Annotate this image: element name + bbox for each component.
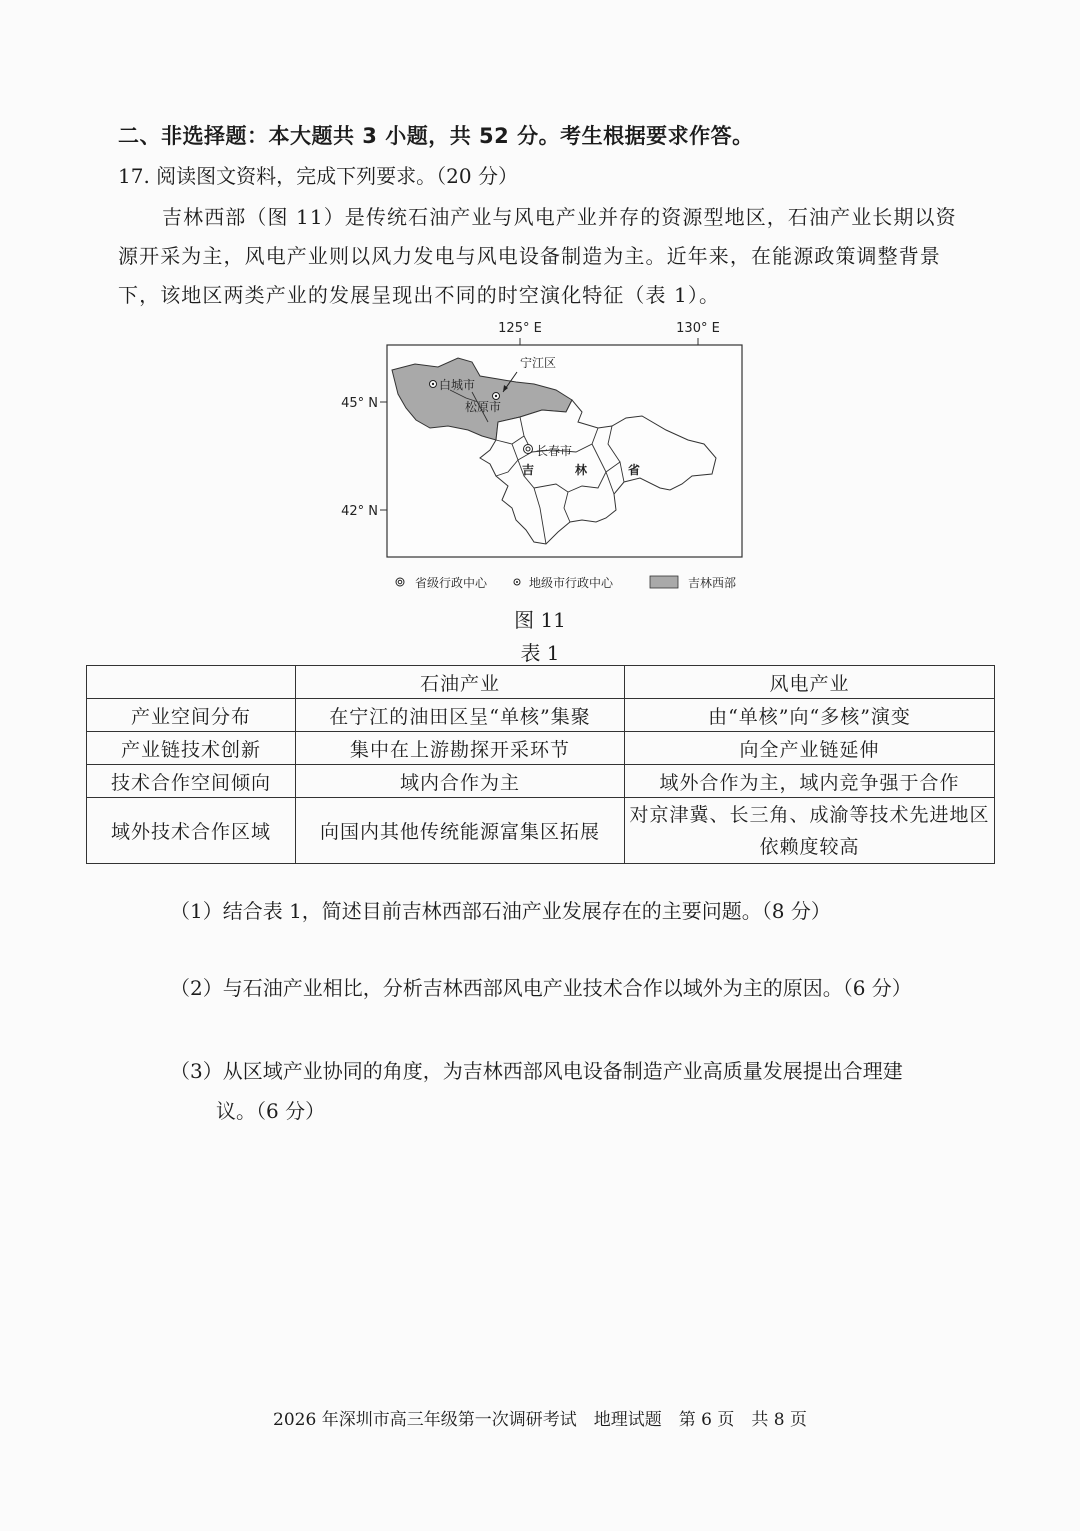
table-row [87,699,995,732]
subquestion-3-line1: （3）从区域产业协同的角度，为吉林西部风电设备制造产业高质量发展提出合理建 [170,1059,903,1083]
legend-prefecture-icon [514,579,520,585]
page-footer: 2026 年深圳市高三年级第一次调研考试 地理试题 第 6 页 共 8 页 [273,1410,807,1430]
subquestion-3-line2: 议。（6 分） [216,1099,326,1123]
label-baicheng: 白城市 [439,378,476,392]
legend-west-label: 吉林西部 [688,576,737,590]
table-header-oil: 石油产业 [296,666,625,699]
songyuan-marker [493,393,500,400]
subquestion-3 [170,1051,970,1131]
wind-cell: 对京津冀、长三角、成渝等技术先进地区依赖度较高 [625,798,995,864]
figure-caption: 图 11 [514,608,566,632]
table-row [87,732,995,765]
table-caption: 表 1 [520,641,560,665]
question-heading: 17. 阅读图文资料，完成下列要求。（20 分） [118,164,518,188]
table-row [87,765,995,798]
oil-cell: 集中在上游勘探开采环节 [296,732,625,765]
row-label: 产业链技术创新 [87,732,296,765]
table-header-empty [87,666,296,699]
legend-provincial-icon [396,578,404,586]
label-changchun: 长春市 [536,444,573,458]
oil-cell: 向国内其他传统能源富集区拓展 [296,798,625,864]
wind-cell: 向全产业链延伸 [625,732,995,765]
oil-cell: 在宁江的油田区呈“单核”集聚 [296,699,625,732]
wind-cell: 由“单核”向“多核”演变 [625,699,995,732]
lat-label-45: 45° N [341,396,378,411]
legend-provincial-label: 省级行政中心 [415,576,488,590]
baicheng-marker [430,381,437,388]
province-char-3: 省 [628,463,641,477]
industry-table [86,665,995,864]
subquestion-1: （1）结合表 1，简述目前吉林西部石油产业发展存在的主要问题。（8 分） [170,899,831,923]
table-header-row [87,666,995,699]
jilin-map [320,312,760,602]
subquestion-2: （2）与石油产业相比，分析吉林西部风电产业技术合作以域外为主的原因。（6 分） [170,976,912,1000]
changchun-marker [524,445,533,454]
row-label: 技术合作空间倾向 [87,765,296,798]
section-title: 二、非选择题：本大题共 3 小题，共 52 分。考生根据要求作答。 [118,124,754,148]
lat-label-42: 42° N [341,504,378,519]
lon-label-130: 130° E [676,321,720,336]
label-ningjiang: 宁江区 [520,356,557,370]
oil-cell: 域内合作为主 [296,765,625,798]
table-header-wind: 风电产业 [625,666,995,699]
province-char-1: 吉 [522,463,535,477]
province-char-2: 林 [575,463,588,477]
row-label: 产业空间分布 [87,699,296,732]
label-songyuan: 松原市 [465,400,502,414]
question-paragraph [118,198,968,315]
paragraph-text: 吉林西部（图 11）是传统石油产业与风电产业并存的资源型地区，石油产业长期以资源开采为主，风电产业则以风力发电与风电设备制造为主。近年来，在能源政策调整背景下，该地区两类产业的发展呈现出不同的时空演化特征（表 1）。 [118,205,957,307]
wind-cell: 域外合作为主，域内竞争强于合作 [625,765,995,798]
legend-west-swatch [650,576,678,588]
lon-label-125: 125° E [498,321,542,336]
table-row [87,798,995,864]
row-label: 域外技术合作区域 [87,798,296,864]
legend-prefecture-label: 地级市行政中心 [529,576,614,590]
